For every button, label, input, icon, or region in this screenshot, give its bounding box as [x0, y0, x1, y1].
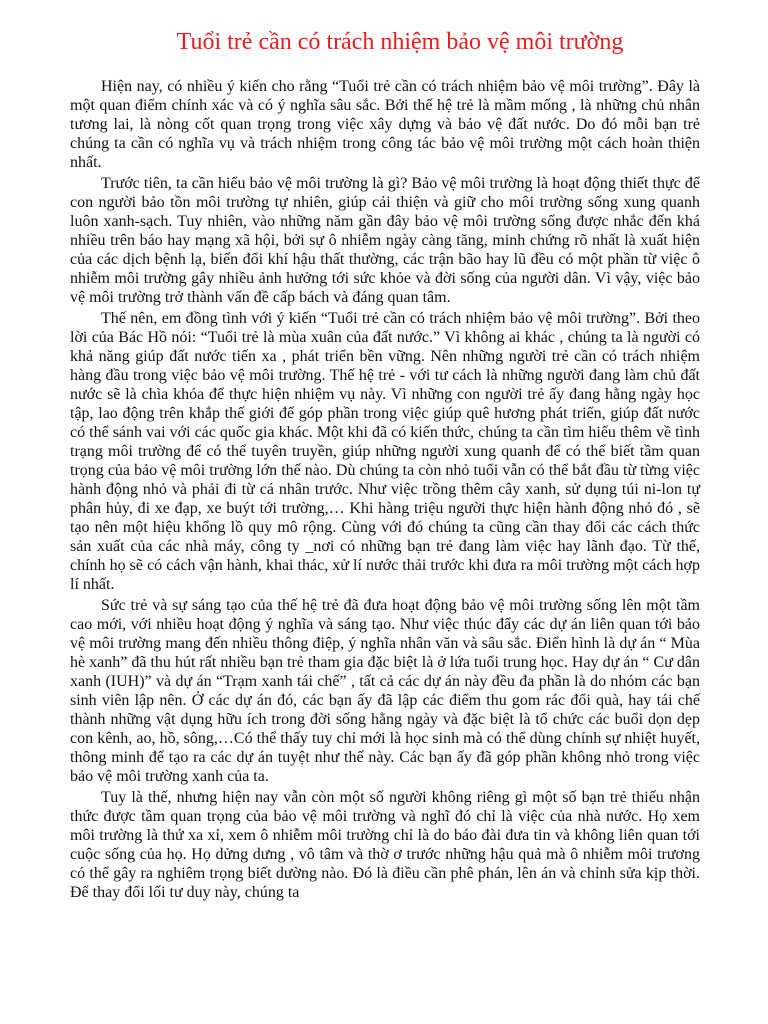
paragraph-definition: Trước tiên, ta cần hiểu bảo vệ môi trường là gì? Bảo vệ môi trường là hoạt động thiết thực để con người bảo tồn môi trường tự nhiên, giúp cải thiện và giữ cho môi trường sống xung quanh luôn xanh-sạch. Tuy nhiên, vào những năm gần đây bảo vệ môi trường sống được nhắc đến khá nhiều trên báo hay mạng xã hội, bởi sự ô nhiễm ngày càng tăng, minh chứng rõ nhất là xuất hiện của các dịch bệnh lạ, biến đổi khí hậu thất thường, các trận bão hay lũ đều có một phần từ việc ô nhiễm môi trường gây nhiều ảnh hưởng tới sức khỏe và đời sống của người dân. Vì vậy, việc bảo vệ môi trường trở thành vấn đề cấp bách và đáng quan tâm. [70, 175, 700, 306]
paragraph-intro: Hiện nay, có nhiều ý kiến cho rằng “Tuổi trẻ cần có trách nhiệm bảo vệ môi trường”. Đây là một quan điểm chính xác và có ý nghĩa sâu sắc. Bởi thế hệ trẻ là mầm mống , là những chủ nhân tương lai, là nòng cốt quan trọng trong việc xây dựng và bảo vệ đất nước. Do đó mỗi bạn trẻ chúng ta cần có nghĩa vụ và trách nhiệm trong công tác bảo vệ môi trường một cách hoàn thiện nhất. [70, 78, 700, 171]
paragraph-counterpoint: Tuy là thế, nhưng hiện nay vẫn còn một số người không riêng gì một số bạn trẻ thiếu nhận thức được tầm quan trọng của bảo vệ môi trường và nghĩ đó chỉ là việc của nhà nước. Họ xem môi trường là thứ xa xỉ, xem ô nhiễm môi trường chỉ là do báo đài đưa tin và không liên quan tới cuộc sống của họ. Họ dửng dưng , vô tâm và thờ ơ trước những hậu quả mà ô nhiễm môi trương có thể gây ra nghiêm trọng biết dường nào. Đó là điều cần phê phán, lên án và chỉnh sửa kịp thời. Để thay đổi lối tư duy này, chúng ta [70, 789, 700, 901]
paragraph-agreement: Thế nên, em đồng tình với ý kiến “Tuổi trẻ cần có trách nhiệm bảo vệ môi trường”. Bởi theo lời của Bác Hồ nói: “Tuổi trẻ là mùa xuân của đất nước.” Vì không ai khác , chúng ta là người có khả năng giúp đất nước tiến xa , phát triển bền vững. Nên những người trẻ cần có trách nhiệm hàng đầu trong việc bảo vệ môi trường. Thế hệ trẻ - với tư cách là những người đang làm chủ đất nước sẽ là chìa khóa để thực hiện nhiệm vụ này. Vì những con người trẻ ấy đang hằng ngày học tập, lao động trên khắp thế giới để góp phần trong việc giúp quê hương phát triển, giúp đất nước có thể sánh vai với các quốc gia khác. Một khi đã có kiến thức, chúng ta cần tìm hiểu thêm về tình trạng môi trường để có thể tuyên truyền, giúp những người xung quanh để có thể biết tầm quan trọng của bảo vệ môi trường lớn thế nào. Dù chúng ta còn nhỏ tuổi vẫn có thể bắt đầu từ từng việc hành động nhỏ và phải đi từ cá nhân trước. Như việc trồng thêm cây xanh, sử dụng túi ni-lon tự phân hủy, đi xe đạp, xe buýt tới trường,… Khi hàng triệu người thực hiện hành động nhỏ đó , sẽ tạo nên một hiệu khổng lồ quy mô rộng. Cùng với đó chúng ta cũng cần thay đổi các cách thức sản xuất của các nhà máy, công ty _nơi có những bạn trẻ đang làm việc hay lãnh đạo. Từ thế, chính họ sẽ có cách vận hành, khai thác, xử lí nước thải trước khi đưa ra môi trường một cách hợp lí nhất. [70, 310, 700, 593]
document-title: Tuổi trẻ cần có trách nhiệm bảo vệ môi trường [176, 29, 624, 55]
paragraph-youth-creativity: Sức trẻ và sự sáng tạo của thế hệ trẻ đã đưa hoạt động bảo vệ môi trường sống lên một tầm cao mới, với nhiều hoạt động ý nghĩa và sáng tạo. Như việc thúc đẩy các dự án liên quan tới bảo vệ môi trường mang đến nhiều thông điệp, ý nghĩa nhân văn và sâu sắc. Điển hình là dự án “ Mùa hè xanh” đã thu hút rất nhiều bạn trẻ tham gia đặc biệt là ở lứa tuổi trung học. Hay dự án “ Cư dân xanh (IUH)” và dự án “Trạm xanh tái chế” , tất cả các dự án này đều đa phần là do nhóm các bạn sinh viên lập nên. Ở các dự án đó, các bạn ấy đã lập các điểm thu gom rác đổi quà, hay tái chế thành những vật dụng hữu ích trong đời sống hằng ngày và đặc biệt là tổ chức các buổi dọn dẹp con kênh, ao, hồ, sông,…Có thể thấy tuy chỉ mới là học sinh mà có thể dùng chính sự nhiệt huyết, thông minh để tạo ra các dự án tuyệt như thế này. Các bạn ấy đã góp phần không nhỏ trong việc bảo vệ môi trường xanh của ta. [70, 597, 700, 785]
document-body [70, 77, 700, 904]
